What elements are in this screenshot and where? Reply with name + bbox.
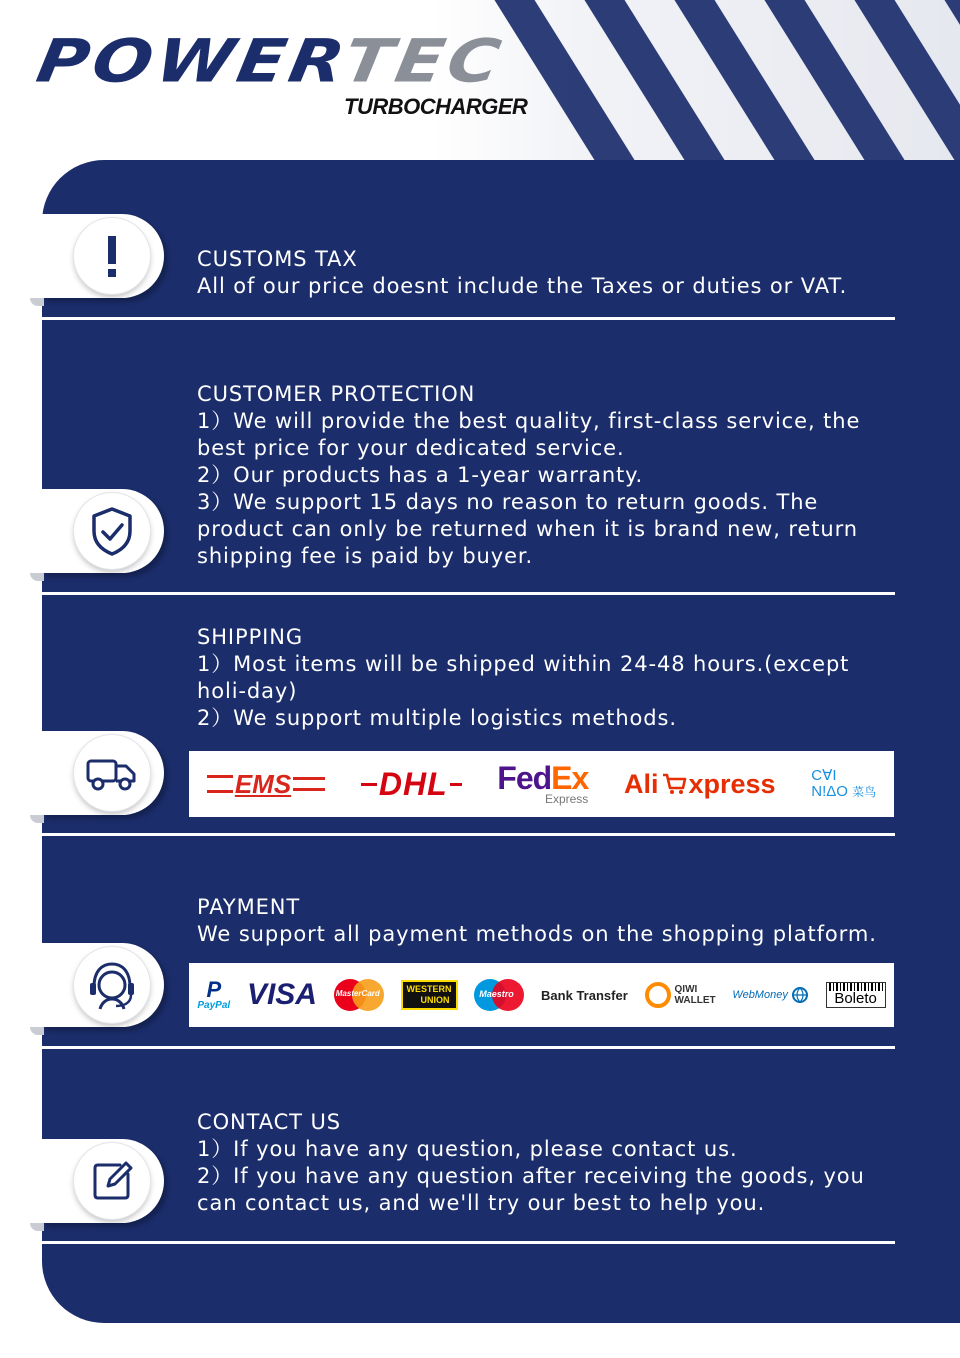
exclamation-icon	[74, 218, 150, 294]
maestro-logo: Maestro	[474, 979, 524, 1011]
brand-name	[32, 26, 510, 96]
paypal-logo: P PayPal	[197, 976, 231, 1011]
cart-icon	[661, 772, 687, 796]
customer-protection-icon-tab	[42, 489, 164, 573]
brand-name-power: POWER	[31, 26, 351, 96]
cainiao-logo: C∀I N!ΔO 菜鸟	[811, 767, 877, 800]
globe-icon	[791, 986, 809, 1004]
qiwi-wallet-logo: QIWI WALLET	[645, 982, 716, 1008]
contact-title: CONTACT US	[197, 1110, 341, 1134]
shield-check-icon	[74, 493, 150, 569]
edit-note-icon	[74, 1143, 150, 1219]
section-divider	[42, 1046, 895, 1049]
customer-protection-icon-circle	[74, 493, 150, 569]
brand-name-tec: TEC	[338, 26, 510, 96]
brand-logo	[31, 26, 574, 126]
truck-icon	[74, 735, 150, 811]
shipping-item: 1）Most items will be shipped within 24-48 hours.(except holi-day)	[197, 652, 850, 703]
section-divider	[42, 592, 895, 595]
brand-tagline: TURBOCHARGER	[344, 94, 528, 119]
aliexpress-logo: Ali xpress	[623, 768, 776, 799]
payment-icon-tab	[42, 943, 164, 1027]
tab-fold	[30, 815, 44, 823]
tab-fold	[30, 573, 44, 581]
mastercard-logo: MasterCard	[334, 979, 384, 1011]
bank-transfer-logo: Bank Transfer	[541, 987, 628, 1003]
customs-tax-title: CUSTOMS TAX	[197, 247, 358, 271]
customs-tax-text: All of our price doesnt include the Taxes or duties or VAT.	[197, 274, 848, 298]
contact-icon-tab	[42, 1139, 164, 1223]
shipping-list	[197, 651, 897, 732]
ems-logo: EMS	[207, 769, 325, 800]
fedex-logo: FedEx Express	[497, 760, 589, 806]
customer-protection-list	[197, 408, 897, 570]
tab-fold	[30, 298, 44, 306]
contact-icon-circle	[74, 1143, 150, 1219]
shipping-item: 2）We support multiple logistics methods.	[197, 706, 677, 730]
customer-protection-item: 1）We will provide the best quality, first-class service, the best price for your dedicated service.	[197, 409, 861, 460]
customs-tax-icon-circle	[74, 218, 150, 294]
tab-fold	[30, 1027, 44, 1035]
contact-list	[197, 1136, 897, 1217]
customer-protection-item: 2）Our products has a 1-year warranty.	[197, 463, 644, 487]
carrier-logos	[189, 751, 894, 817]
dhl-logo: DHL	[361, 766, 462, 803]
shipping-title: SHIPPING	[197, 625, 304, 649]
contact-item: 2）If you have any question after receiving the goods, you can contact us, and we'll try our best to help you.	[197, 1164, 865, 1215]
shipping-icon-tab	[42, 731, 164, 815]
contact-item: 1）If you have any question, please contact us.	[197, 1137, 738, 1161]
payment-logos	[189, 963, 894, 1027]
western-union-logo: WESTERN UNION	[401, 980, 458, 1010]
customer-protection-title: CUSTOMER PROTECTION	[197, 382, 476, 406]
headset-support-icon	[74, 947, 150, 1023]
shipping-icon-circle	[74, 735, 150, 811]
customs-tax-icon-tab	[42, 214, 164, 298]
visa-logo: VISA	[246, 978, 317, 1011]
section-divider	[42, 833, 895, 836]
webmoney-logo: WebMoney	[732, 986, 808, 1004]
payment-icon-circle	[74, 947, 150, 1023]
tab-fold	[30, 1223, 44, 1231]
section-divider	[42, 317, 895, 320]
boleto-logo: Boleto	[826, 982, 886, 1008]
payment-text: We support all payment methods on the shopping platform.	[197, 922, 877, 946]
section-divider	[42, 1241, 895, 1244]
customer-protection-item: 3）We support 15 days no reason to return goods. The product can only be returned when it is brand new, return shipping fee is paid by buyer.	[197, 490, 858, 568]
payment-title: PAYMENT	[197, 895, 301, 919]
